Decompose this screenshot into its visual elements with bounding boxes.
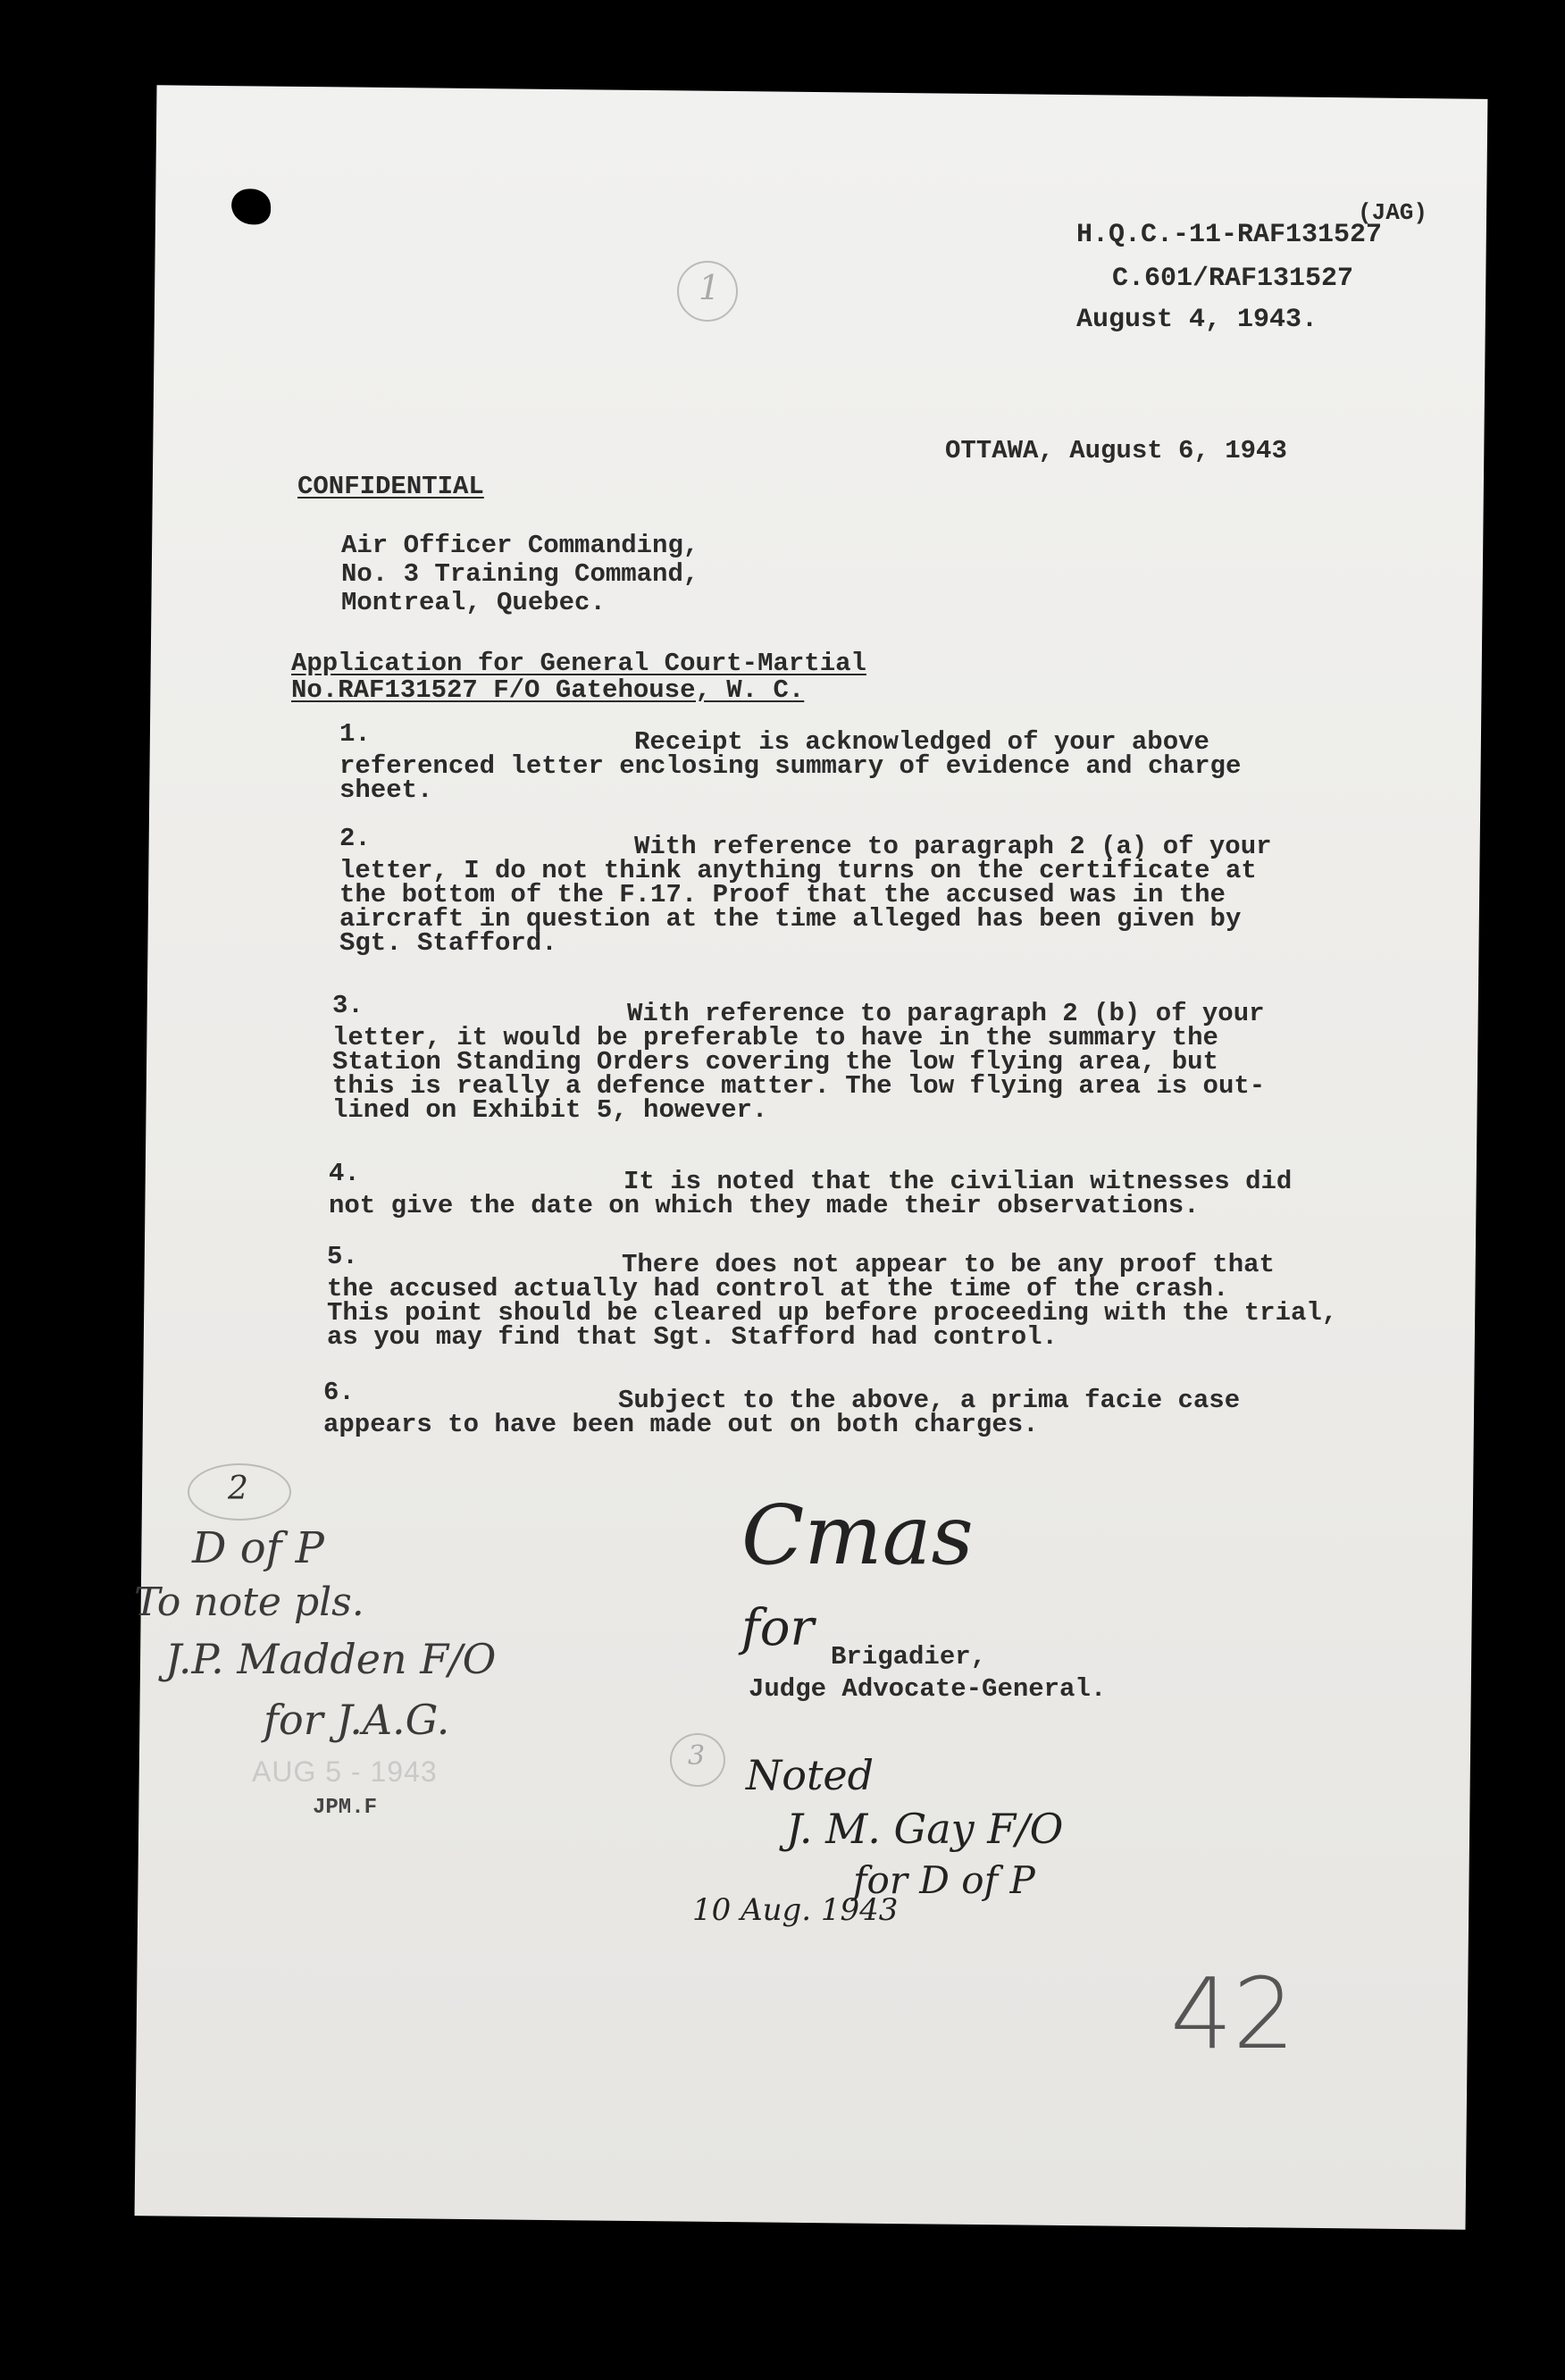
paragraph-number: 6. [323,1378,355,1407]
jag-mark: (JAG) [1358,199,1428,226]
paragraph-line: the accused actually had control at the time of the crash. [327,1274,1229,1303]
signatory-title: Judge Advocate-General. [749,1674,1107,1704]
punch-hole [231,189,271,224]
handwritten-note-line-3: J.P. Madden F/O [165,1635,497,1683]
paragraph-number: 3. [332,991,364,1020]
paragraph-1 [339,719,1242,805]
paragraph-number: 2. [339,824,371,853]
paragraph-line: this is really a defence matter. The low flying area is out- [332,1071,1266,1101]
noted-line-4: 10 Aug. 1943 [692,1892,899,1928]
paragraph-line: appears to have been made out on both charges. [323,1410,1039,1439]
noted-line-1: Noted [746,1751,875,1799]
paragraph-line: This point should be cleared up before proceeding with the trial, [327,1298,1338,1328]
paragraph-5 [327,1242,1338,1352]
paragraph-3 [332,991,1266,1125]
page-number: 42 [1170,1957,1295,2071]
handwritten-note-line-4: for J.A.G. [264,1696,450,1744]
paragraph-line: Sgt. Stafford. [339,928,557,958]
paragraph-2 [339,824,1272,958]
circled-number-1-label: 1 [699,268,721,307]
handwritten-note-line-1: D of P [192,1523,324,1573]
circled-number-2-label: 2 [228,1471,248,1507]
signature-for: for [741,1599,815,1657]
paragraph-line: sheet. [339,775,433,805]
classification: CONFIDENTIAL [297,472,484,501]
date-received-stamp: AUG 5 - 1943 [252,1756,438,1788]
paragraph-line: referenced letter enclosing summary of evidence and charge [339,751,1242,781]
addressee-line-3: Montreal, Quebec. [341,588,606,617]
paragraph-first-line: With reference to paragraph 2 (b) of your [627,999,1265,1028]
noted-line-3: for D of P [853,1858,1035,1902]
paragraph-first-line: It is noted that the civilian witnesses did [623,1167,1293,1196]
paragraph-line: letter, I do not think anything turns on the certificate at [339,856,1257,885]
paragraph-first-line: Receipt is acknowledged of your above [634,727,1209,757]
handwritten-signature: Cmas [741,1488,974,1583]
place-date: OTTAWA, August 6, 1943 [945,436,1287,465]
paragraph-4 [329,1161,1292,1218]
subject-line-2: No.RAF131527 F/O Gatehouse, W. C. [291,675,805,705]
reference-date: August 4, 1943. [1076,305,1318,335]
reference-line-1: H.Q.C.-11-RAF131527 [1076,220,1383,250]
paragraph-line: lined on Exhibit 5, however. [332,1095,768,1125]
paragraph-6 [323,1380,1240,1437]
paragraph-line: aircraft in question at the time alleged has been given by [339,904,1242,934]
paragraph-first-line: Subject to the above, a prima facie case [618,1386,1241,1415]
paragraph-line: as you may find that Sgt. Stafford had control. [327,1322,1058,1352]
circled-number-3-label: 3 [688,1740,706,1772]
addressee-line-2: No. 3 Training Command, [341,559,699,589]
paragraph-line: letter, it would be preferable to have in the summary the [332,1023,1218,1052]
paragraph-number: 5. [327,1242,358,1271]
paragraph-line: Station Standing Orders covering the low flying area, but [332,1047,1218,1077]
paragraph-number: 1. [339,719,371,749]
paragraph-number: 4. [329,1159,360,1188]
handwritten-note-line-2: To note pls. [134,1580,364,1625]
paragraph-line: the bottom of the F.17. Proof that the accused was in the [339,880,1226,909]
subject-line-1: Application for General Court-Martial [291,649,866,678]
paragraph-first-line: With reference to paragraph 2 (a) of your [634,832,1272,861]
reference-line-2: C.601/RAF131527 [1112,264,1354,294]
paragraph-first-line: There does not appear to be any proof that [622,1250,1275,1279]
signatory-rank: Brigadier, [831,1642,987,1672]
addressee-line-1: Air Officer Commanding, [341,531,699,560]
initials: JPM.F [313,1796,378,1820]
noted-line-2: J. M. Gay F/O [786,1805,1064,1853]
paragraph-line: not give the date on which they made their observations. [329,1191,1200,1220]
